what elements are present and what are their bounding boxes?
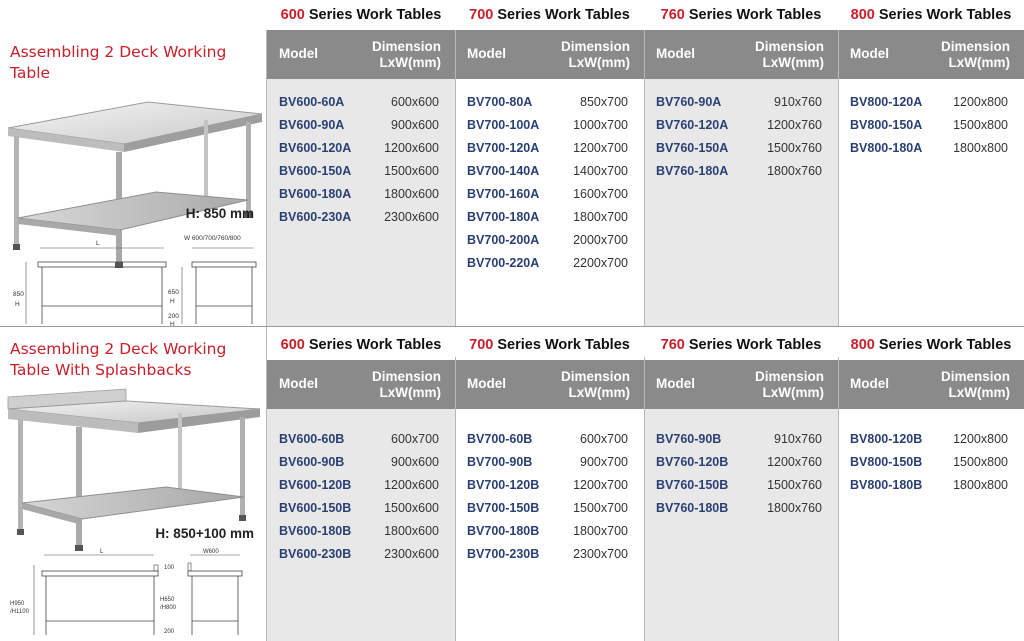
model-code: BV760-150A (656, 141, 729, 155)
header-dimension-line2: LxW(mm) (568, 55, 630, 70)
header-model: Model (279, 376, 318, 391)
table-row (644, 95, 838, 118)
dimension-value: 1800x800 (953, 478, 1008, 492)
model-code: BV600-90A (279, 118, 345, 132)
table-row (267, 432, 455, 455)
model-code: BV800-120A (850, 95, 923, 109)
dimension-value: 910x760 (774, 95, 822, 109)
series-title (455, 0, 644, 30)
column-separator (838, 357, 839, 641)
table-row (455, 547, 644, 570)
dimension-drawing (4, 226, 266, 326)
model-code: BV600-90B (279, 455, 345, 469)
dimension-value: 1400x700 (573, 164, 628, 178)
model-code: BV600-60A (279, 95, 345, 109)
model-code: BV600-230B (279, 547, 352, 561)
dimension-value: 1800x600 (384, 187, 439, 201)
height-total-label: H950 (10, 601, 25, 607)
product-title: Assembling 2 Deck Working Table With Splashbacks (10, 340, 227, 379)
series-number: 760 (660, 337, 685, 353)
dimension-value: 1500x800 (953, 118, 1008, 132)
table-row (455, 164, 644, 187)
product-panel (0, 30, 267, 327)
table-row (838, 118, 1024, 141)
header-model: Model (467, 46, 506, 61)
shelf-lower-label: 200 (164, 629, 175, 635)
column-separator (644, 30, 645, 327)
header-dimension-line1: Dimension (754, 39, 824, 54)
series-title (455, 330, 644, 360)
shelf-lower-label: 200 (168, 313, 179, 320)
model-code: BV800-180A (850, 141, 923, 155)
model-code: BV760-90A (656, 95, 722, 109)
table-row (838, 432, 1024, 455)
table-row (455, 141, 644, 164)
table-row (644, 455, 838, 478)
dimension-value: 900x600 (391, 118, 439, 132)
model-code: BV700-180A (467, 210, 540, 224)
dimension-value: 1600x700 (573, 187, 628, 201)
dimension-value: 1200x700 (573, 478, 628, 492)
series-column-760 (644, 0, 838, 327)
series-label: Series Work Tables (493, 337, 630, 353)
model-code: BV800-120B (850, 432, 923, 446)
shelf-upper-label: H650 (160, 597, 175, 603)
series-label: Series Work Tables (684, 337, 822, 353)
table-row (644, 141, 838, 164)
model-code: BV700-160A (467, 187, 540, 201)
model-code: BV600-150B (279, 501, 352, 515)
table-row (267, 95, 455, 118)
header-dimension (561, 369, 630, 401)
series-title (644, 330, 838, 360)
series-number: 600 (280, 337, 305, 353)
dimension-value: 1500x800 (953, 455, 1008, 469)
shelf-upper-label: 650 (168, 289, 179, 296)
table-header (455, 360, 644, 409)
width-label: W600 (203, 549, 219, 555)
header-dimension-line1: Dimension (754, 369, 824, 384)
header-dimension (941, 369, 1010, 401)
model-code: BV600-180A (279, 187, 352, 201)
series-column-600 (267, 0, 455, 327)
length-label: L (100, 549, 104, 555)
series-number: 760 (660, 7, 685, 23)
series-number: 600 (280, 7, 305, 23)
table-row (838, 478, 1024, 501)
table-header (455, 30, 644, 79)
dimension-value: 1800x760 (767, 164, 822, 178)
model-code: BV760-120A (656, 118, 729, 132)
dimension-value: 1800x800 (953, 141, 1008, 155)
model-code: BV700-150B (467, 501, 540, 515)
dimension-value: 900x600 (391, 455, 439, 469)
dimension-value: 1000x700 (573, 118, 628, 132)
series-number: 800 (850, 7, 875, 23)
model-code: BV700-220A (467, 256, 540, 270)
dimension-value: 1200x800 (953, 432, 1008, 446)
table-row (455, 187, 644, 210)
table-row (455, 478, 644, 501)
header-dimension (561, 39, 630, 71)
table-row (267, 187, 455, 210)
dimension-value: 1500x760 (767, 141, 822, 155)
table-row (644, 432, 838, 455)
series-label: Series Work Tables (304, 7, 442, 23)
height-total-label: 850 (13, 291, 24, 298)
dimension-value: 1500x700 (573, 501, 628, 515)
table-row (838, 141, 1024, 164)
length-label: L (96, 240, 100, 247)
header-dimension-line2: LxW(mm) (379, 55, 441, 70)
table-row (455, 501, 644, 524)
model-code: BV600-60B (279, 432, 345, 446)
header-dimension-line2: LxW(mm) (568, 385, 630, 400)
series-label: Series Work Tables (304, 337, 442, 353)
header-dimension-line1: Dimension (940, 39, 1010, 54)
table-row (838, 455, 1024, 478)
header-dimension-line2: LxW(mm) (379, 385, 441, 400)
model-code: BV700-140A (467, 164, 540, 178)
model-code: BV700-200A (467, 233, 540, 247)
table-row (644, 501, 838, 524)
header-model: Model (656, 376, 695, 391)
model-code: BV700-180B (467, 524, 540, 538)
model-code: BV700-60B (467, 432, 533, 446)
table-header (267, 360, 455, 409)
header-dimension (755, 369, 824, 401)
model-code: BV800-150A (850, 118, 923, 132)
series-title (838, 330, 1024, 360)
header-dimension (941, 39, 1010, 71)
dimension-value: 1800x700 (573, 524, 628, 538)
table-header (644, 360, 838, 409)
dimension-value: 600x600 (391, 95, 439, 109)
table-row (455, 118, 644, 141)
header-dimension (372, 39, 441, 71)
series-label: Series Work Tables (493, 7, 630, 23)
series-column-760 (644, 327, 838, 641)
model-code: BV600-120A (279, 141, 352, 155)
table-row (455, 256, 644, 279)
model-code: BV700-120A (467, 141, 540, 155)
table-row (455, 210, 644, 233)
table-header (267, 30, 455, 79)
table-row (455, 524, 644, 547)
height-total-label-2: /H1100 (10, 609, 29, 615)
header-model: Model (850, 46, 889, 61)
series-number: 700 (469, 337, 494, 353)
series-column-700 (455, 0, 644, 327)
series-title (267, 330, 455, 360)
dimension-value: 1800x760 (767, 501, 822, 515)
series-label: Series Work Tables (874, 7, 1012, 23)
column-separator (838, 30, 839, 327)
model-code: BV600-150A (279, 164, 352, 178)
table-row (267, 501, 455, 524)
series-column-600 (267, 327, 455, 641)
header-dimension-line2: LxW(mm) (948, 385, 1010, 400)
header-dimension (372, 369, 441, 401)
model-code: BV700-90B (467, 455, 533, 469)
header-dimension (755, 39, 824, 71)
model-code: BV800-150B (850, 455, 923, 469)
series-title (267, 0, 455, 30)
header-dimension-line2: LxW(mm) (762, 385, 824, 400)
dimension-value: 2300x700 (573, 547, 628, 561)
dimension-value: 1800x600 (384, 524, 439, 538)
dimension-value: 2300x600 (384, 547, 439, 561)
table-row (267, 141, 455, 164)
series-number: 700 (469, 7, 494, 23)
header-model: Model (850, 376, 889, 391)
table-header (644, 30, 838, 79)
column-separator (455, 357, 456, 641)
shelf-lower-letter: H (170, 321, 175, 326)
model-code: BV700-230B (467, 547, 540, 561)
model-code: BV600-120B (279, 478, 352, 492)
dimension-value: 1500x600 (384, 501, 439, 515)
series-number: 800 (850, 337, 875, 353)
table-row (267, 118, 455, 141)
header-dimension-line2: LxW(mm) (948, 55, 1010, 70)
height-label: H: 850+100 mm (155, 526, 254, 541)
dimension-value: 900x700 (580, 455, 628, 469)
dimension-value: 1200x760 (767, 455, 822, 469)
header-model: Model (279, 46, 318, 61)
dimension-value: 1800x700 (573, 210, 628, 224)
header-dimension-line1: Dimension (940, 369, 1010, 384)
table-row (455, 233, 644, 256)
series-column-800 (838, 0, 1024, 327)
dimension-value: 2200x700 (573, 256, 628, 270)
header-model: Model (467, 376, 506, 391)
header-dimension-line1: Dimension (560, 39, 630, 54)
table-header (838, 360, 1024, 409)
model-code: BV760-180A (656, 164, 729, 178)
dimension-value: 2000x700 (573, 233, 628, 247)
series-label: Series Work Tables (684, 7, 822, 23)
model-code: BV760-150B (656, 478, 729, 492)
header-dimension-line2: LxW(mm) (762, 55, 824, 70)
width-label: W 600/700/760/800 (184, 235, 241, 242)
dimension-value: 1200x760 (767, 118, 822, 132)
model-code: BV600-180B (279, 524, 352, 538)
header-dimension-line1: Dimension (371, 39, 441, 54)
header-dimension-line1: Dimension (560, 369, 630, 384)
series-title (644, 0, 838, 30)
dimension-drawing (4, 543, 266, 639)
model-code: BV700-100A (467, 118, 540, 132)
series-title (838, 0, 1024, 30)
dimension-value: 2300x600 (384, 210, 439, 224)
dimension-value: 1200x700 (573, 141, 628, 155)
dimension-value: 1200x600 (384, 478, 439, 492)
table-row (267, 478, 455, 501)
table-row (455, 95, 644, 118)
product-panel (0, 327, 267, 641)
dimension-value: 1500x600 (384, 164, 439, 178)
table-row (267, 455, 455, 478)
dimension-value: 1200x800 (953, 95, 1008, 109)
shelf-upper-letter: H (170, 298, 175, 305)
splash-label: 100 (164, 565, 175, 571)
shelf-upper-label-2: /H800 (160, 605, 177, 611)
table-row (838, 95, 1024, 118)
dimension-value: 1500x760 (767, 478, 822, 492)
table-row (455, 432, 644, 455)
height-label: H: 850 mm (185, 206, 254, 221)
series-column-800 (838, 327, 1024, 641)
table-row (644, 118, 838, 141)
model-code: BV700-120B (467, 478, 540, 492)
model-code: BV760-120B (656, 455, 729, 469)
model-code: BV700-80A (467, 95, 533, 109)
table-row (267, 547, 455, 570)
product-title: Assembling 2 Deck Working Table (10, 43, 227, 82)
model-code: BV800-180B (850, 478, 923, 492)
column-separator (455, 30, 456, 327)
header-model: Model (656, 46, 695, 61)
model-code: BV760-90B (656, 432, 722, 446)
dimension-value: 850x700 (580, 95, 628, 109)
section-splashback-tables (0, 327, 1024, 641)
dimension-value: 910x760 (774, 432, 822, 446)
model-code: BV760-180B (656, 501, 729, 515)
dimension-value: 600x700 (391, 432, 439, 446)
table-row (644, 164, 838, 187)
table-row (267, 210, 455, 233)
header-dimension-line1: Dimension (371, 369, 441, 384)
table-header (838, 30, 1024, 79)
column-separator (644, 357, 645, 641)
table-row (267, 164, 455, 187)
series-label: Series Work Tables (874, 337, 1012, 353)
table-row (455, 455, 644, 478)
dimension-value: 600x700 (580, 432, 628, 446)
model-code: BV600-230A (279, 210, 352, 224)
dimension-value: 1200x600 (384, 141, 439, 155)
table-row (644, 478, 838, 501)
series-column-700 (455, 327, 644, 641)
height-letter: H (15, 301, 20, 308)
table-row (267, 524, 455, 547)
